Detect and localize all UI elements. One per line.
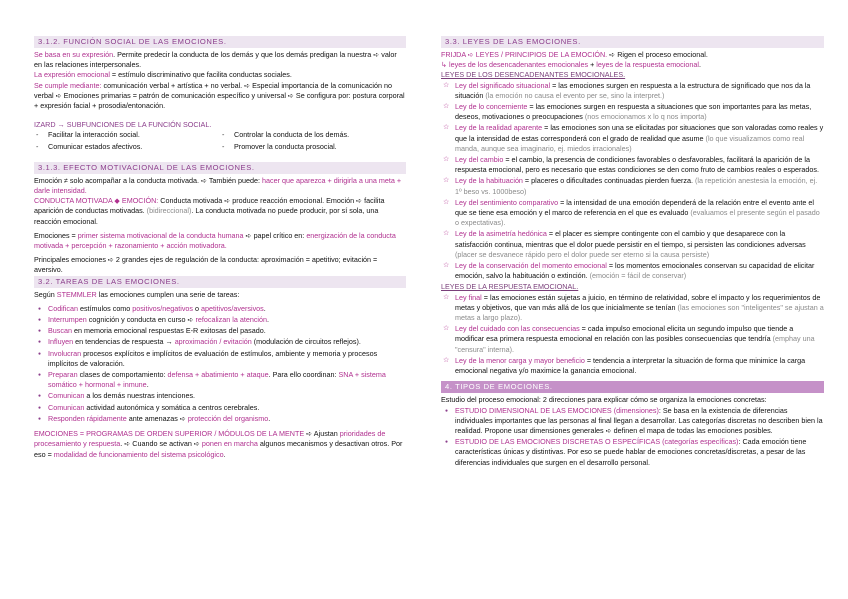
izard-list: [34, 130, 406, 152]
highlight-text: Ley de lo concerniente: [455, 102, 528, 112]
body-text: en tendencias de respuesta →: [73, 337, 175, 347]
types-list: [441, 406, 824, 468]
law-item: [455, 176, 824, 196]
law-item: [455, 81, 824, 101]
section-header-tareas: 3.2. TAREAS DE LAS EMOCIONES.: [34, 276, 406, 288]
laws-list: [441, 81, 824, 282]
body-text: las emociones cumplen una serie de tareas:: [96, 289, 240, 299]
right-column: [441, 36, 824, 469]
note-text: (la emoción no causa el evento per se, sino la interpret.): [485, 90, 665, 100]
body-text: .: [223, 449, 226, 459]
note-text: (placer se desvanece rápido pero el dolor puede ser eterno si la causa persiste): [455, 249, 710, 259]
list-item: - Promover la conducta prosocial.: [234, 142, 406, 152]
highlight-text: ↳ leyes de los desencadenantes emocionales: [441, 60, 589, 70]
body-text: procesos explícitos e implícitos de evaluación de estímulos, ambiente y memoria y procesos implícitos de valoración.: [48, 348, 378, 368]
highlight-text: Involucran: [48, 348, 82, 358]
list-item: [48, 326, 406, 336]
highlight-text: aproximación / evitación: [174, 337, 252, 347]
list-item: [48, 370, 406, 390]
highlight-text: positivos/negativos: [132, 303, 194, 313]
highlight-text: EMOCIONES = PROGRAMAS DE ORDEN SUPERIOR / MÓDULOS DE LA MENTE: [34, 429, 305, 439]
note-text: (lo que visualizamos como real manda, aunque sea imaginario, ej. miedos irracionales): [455, 133, 805, 153]
highlight-text: Ley de la asimetría hedónica: [455, 229, 547, 239]
highlight-text: prioridades de procesamiento y respuesta: [34, 429, 386, 449]
highlight-text: (dimensiones): [611, 405, 659, 415]
highlight-text: Ley de la menor carga y mayor beneficio: [455, 355, 585, 365]
laws-list: [441, 293, 824, 377]
body-text: ➪ papel crítico en:: [243, 230, 307, 240]
body-text: +: [588, 60, 597, 70]
body-text: en memoria emocional respuestas E-R exitosas del pasado.: [71, 326, 266, 336]
body-text: = el cambio, la presencia de condiciones favorables o desfavorables, facilitará la aparición de la respuesta emocional, pero es necesario que estas condiciones se den como fruto de cambios reales o esperados.: [455, 155, 819, 175]
tasks-list: [34, 304, 406, 424]
law-item: [455, 261, 824, 281]
law-item: [455, 293, 824, 324]
highlight-text: Codifican: [48, 303, 78, 313]
paragraph: [34, 176, 406, 196]
list-item: [455, 406, 824, 437]
highlight-text: Se basa en su expresión: [34, 50, 114, 59]
body-text: .: [146, 380, 149, 390]
body-text: : Se basa en la existencia de diferencias individuales importantes que las personas al final llegan a desarrollar. Las categorías discretas no describen bien la realidad. Propone usar dimensiones generales ➪ definen el mapa de todas las emociones posibles.: [455, 405, 823, 435]
law-item: [455, 229, 824, 260]
highlight-text: Ley del cuidado con las consecuencias: [455, 324, 580, 334]
highlight-text: Responden rápidamente: [48, 413, 127, 423]
paragraph: [441, 50, 824, 60]
paragraph: [34, 290, 406, 300]
list-item: [48, 315, 406, 325]
body-text: algunos mecanismos y desactivan otros. Por eso =: [34, 439, 403, 459]
body-text: ➪ Ajustan: [304, 429, 340, 439]
list-item: [48, 391, 406, 401]
body-text: .: [263, 303, 266, 313]
law-item: [455, 324, 824, 355]
law-item: [455, 155, 824, 175]
body-text: ➪ Rigen el proceso emocional.: [607, 50, 708, 59]
law-item: [455, 102, 824, 122]
body-text: = el placer es siempre contingente con el cambio y que desaparece con la satisfacción continua, mientras que el dolor puede persistir en el tiempo, si persisten las condiciones adversas: [455, 229, 806, 249]
list-item: [48, 403, 406, 413]
body-text: Según: [34, 289, 57, 299]
note-text: (nos emocionamos x lo q nos importa): [584, 112, 707, 122]
highlight-text: Ley de la conservación del momento emocional: [455, 261, 607, 271]
body-text: estímulos como: [77, 303, 133, 313]
section-header-leyes: 3.3. LEYES DE LAS EMOCIONES.: [441, 36, 824, 48]
highlight-text: refocalizan la atención: [195, 315, 268, 325]
law-item: [455, 123, 824, 154]
highlight-text: Ley de la realidad aparente: [455, 123, 543, 133]
list-item: [48, 337, 406, 347]
body-text: . Permite predecir la conducta de los demás y que los demás predigan la nuestra ➪ valor en las relaciones interpersonales.: [34, 50, 397, 70]
body-text: = las emociones surgen en respuesta a la estructura de significado que nos da la situación: [455, 80, 811, 100]
body-text: = placeres o dificultades continuadas pierden fuerza.: [522, 176, 695, 186]
section-header-efecto-motivacional: 3.1.3. EFECTO MOTIVACIONAL DE LAS EMOCIONES.: [34, 162, 406, 174]
highlight-text: Ley de la habituación: [455, 176, 523, 186]
highlight-text: Comunican: [48, 402, 85, 412]
body-text: .: [267, 315, 270, 325]
body-text: actividad autonómica y somática a centros cerebrales.: [84, 402, 260, 412]
body-text: = los momentos emocionales conservan su capacidad de elicitar emoción, salvo la habituación o extinción.: [455, 261, 815, 281]
highlight-text: FRIJDA ➪ LEYES / PRINCIPIOS DE LA EMOCIÓN.: [441, 50, 608, 59]
body-text: o: [193, 303, 202, 313]
body-text: : Cada emoción tiene características únicas y distintivas. Por eso se puede hablar de emociones concretas/discretas, a pesar de las diferencias individuales que surgen en el desarrollo personal.: [455, 437, 807, 467]
body-text: (modulación de circuitos reflejos).: [251, 337, 361, 347]
left-column: [34, 36, 406, 460]
paragraph: Estudio del proceso emocional: 2 direcciones para explicar cómo se organiza la emociones concretas:: [441, 395, 767, 405]
highlight-text: Preparan: [48, 370, 78, 380]
paragraph: [34, 81, 406, 112]
paragraph: [441, 60, 824, 70]
highlight-text: modalidad de funcionamiento del sistema psicológico: [53, 449, 224, 459]
note-text: (emoción = fácil de conservar): [589, 271, 687, 281]
subheading: LEYES DE LOS DESENCADENANTES EMOCIONALES.: [441, 70, 626, 80]
section-header-funcion-social: 3.1.2. FUNCIÓN SOCIAL DE LAS EMOCIONES.: [34, 36, 406, 48]
paragraph: [34, 50, 406, 70]
body-text: = las emociones están sujetas a juicio, en término de relatividad, sobre el impacto y los requerimientos de metas y objetivos, que van más allá de los que inicialmente se tenían: [455, 292, 821, 312]
body-text: . ➪ Cuando se activan ➪: [120, 439, 202, 449]
body-text: = estímulo discriminativo que facilita conductas sociales.: [109, 70, 292, 80]
highlight-text: ESTUDIO DE LAS EMOCIONES DISCRETAS O ESPECÍFICAS: [455, 437, 661, 447]
highlight-text: Interrumpen: [48, 315, 87, 325]
highlight-text: STEMMLER: [56, 289, 97, 299]
highlight-text: defensa + abatimiento + ataque: [167, 370, 269, 380]
list-item: - Comunicar estados afectivos.: [48, 142, 220, 152]
highlight-text: protección del organismo: [187, 413, 269, 423]
body-text: = la intensidad de una emoción dependerá de la relación entre el evento ante el que se tiene esa emoción y el marco de referencia en el que es evaluado: [455, 197, 815, 218]
paragraph: [34, 196, 406, 227]
highlight-text: Ley final: [455, 292, 482, 302]
body-text: .: [268, 413, 271, 423]
body-text: a los demás nuestras intenciones.: [84, 391, 196, 401]
list-item: - Facilitar la interacción social.: [48, 130, 220, 140]
note-text: (evaluamos el presente según el pasado o expectativas).: [455, 208, 820, 228]
body-text: = las emociones son una se elicitadas por situaciones que son valoradas como reales y que la intensidad de estas corresponderá con el grado de realidad que asume: [455, 123, 824, 143]
highlight-text: leyes de la respuesta emocional: [596, 60, 699, 70]
highlight-text: Ley del significado situacional: [455, 80, 551, 90]
highlight-text: energización de la conducta motivada + percepción + razonamiento + acción motivadora.: [34, 230, 396, 251]
paragraph: [34, 429, 406, 460]
highlight-text: apetitivos/aversivos: [201, 303, 264, 313]
highlight-text: primer sistema motivacional de la conducta humana: [77, 230, 244, 240]
highlight-text: La expresión emocional: [34, 70, 110, 80]
law-item: [455, 198, 824, 229]
body-text: clases de comportamiento:: [77, 370, 168, 380]
body-text: = tendencia a interpretar la situación de forma que minimice la carga emocional negativa y/o maximice la ganancia emocional.: [455, 355, 806, 376]
highlight-text: CONDUCTA MOTIVADA ◆ EMOCIÓN:: [34, 196, 159, 206]
body-text: cognición y conducta en curso ➪: [86, 315, 196, 325]
body-text: Conducta motivada ➪ produce reacción emocional. Emoción ➪ facilita aparición de conductas motivadas.: [34, 196, 385, 216]
izard-title: IZARD → SUBFUNCIONES DE LA FUNCIÓN SOCIAL.: [34, 120, 212, 130]
note-text: (la repetición anestesia la emoción, ej. 1º beso vs. 1000beso): [455, 176, 818, 196]
paragraph: [34, 231, 406, 251]
body-text: = cada impulso emocional elicita un segundo impulso que tiende a modificar esa primera respuesta emocional en relación con las posibles consecuencias que tendría: [455, 324, 794, 344]
highlight-text: Comunican: [48, 391, 85, 401]
highlight-text: SNA + sistema somático + hormonal + inmune: [48, 370, 386, 390]
list-item: [48, 414, 406, 424]
note-text: (bidireccional): [146, 206, 192, 216]
list-item: [455, 437, 824, 468]
section-header-tipos: 4. TIPOS DE EMOCIONES.: [441, 381, 824, 393]
list-item: [48, 349, 406, 369]
paragraph: [34, 70, 406, 80]
highlight-text: Ley del sentimiento comparativo: [455, 197, 559, 207]
law-item: [455, 356, 824, 376]
highlight-text: (categorías específicas): [660, 437, 739, 447]
note-text: (emphay una "censura" interna).: [455, 334, 815, 354]
highlight-text: Se cumple mediante:: [34, 80, 102, 90]
body-text: Emociones =: [34, 230, 78, 240]
highlight-text: hacer que aparezca + dirigirla a una meta + darle intensidad.: [34, 175, 402, 196]
note-text: (las emociones son "inteligentes" se ajustan a metas a largo plazo).: [455, 302, 824, 323]
body-text: = las emociones surgen en respuesta a situaciones que son importantes para las metas, deseos, motivaciones o preocupaciones: [455, 102, 812, 122]
body-text: comunicación verbal + artística + no verbal. ➪ Especial importancia de la comunicación no verbal ➪ Emociones primarias = patrón de comunicación específico y universal ➪ Se configura por: postura corporal + expresión facial + prosodia/entonación.: [34, 80, 405, 111]
body-text: . Para ello coordinan:: [268, 370, 339, 380]
body-text: Emoción ≠ solo acompañar a la conducta motivada. ➪ También puede:: [34, 175, 262, 185]
list-item: - Controlar la conducta de los demás.: [234, 130, 406, 140]
list-item: [48, 304, 406, 314]
body-text: ante amenazas ➪: [126, 413, 188, 423]
highlight-text: Ley del cambio: [455, 155, 504, 165]
highlight-text: ESTUDIO DIMENSIONAL DE LAS EMOCIONES: [455, 405, 612, 415]
paragraph: Principales emociones ➪ 2 grandes ejes de regulación de la conducta: aproximación = apetitivo; evitación = aversivo.: [34, 255, 378, 275]
body-text: . La conducta motivada no puede producir, por sí sola, una reacción emocional.: [34, 206, 379, 226]
subheading: LEYES DE LA RESPUESTA EMOCIONAL.: [441, 282, 579, 292]
highlight-text: Influyen: [48, 337, 74, 347]
highlight-text: Buscan: [48, 326, 72, 336]
body-text: .: [698, 60, 701, 70]
highlight-text: ponen en marcha: [201, 439, 258, 449]
